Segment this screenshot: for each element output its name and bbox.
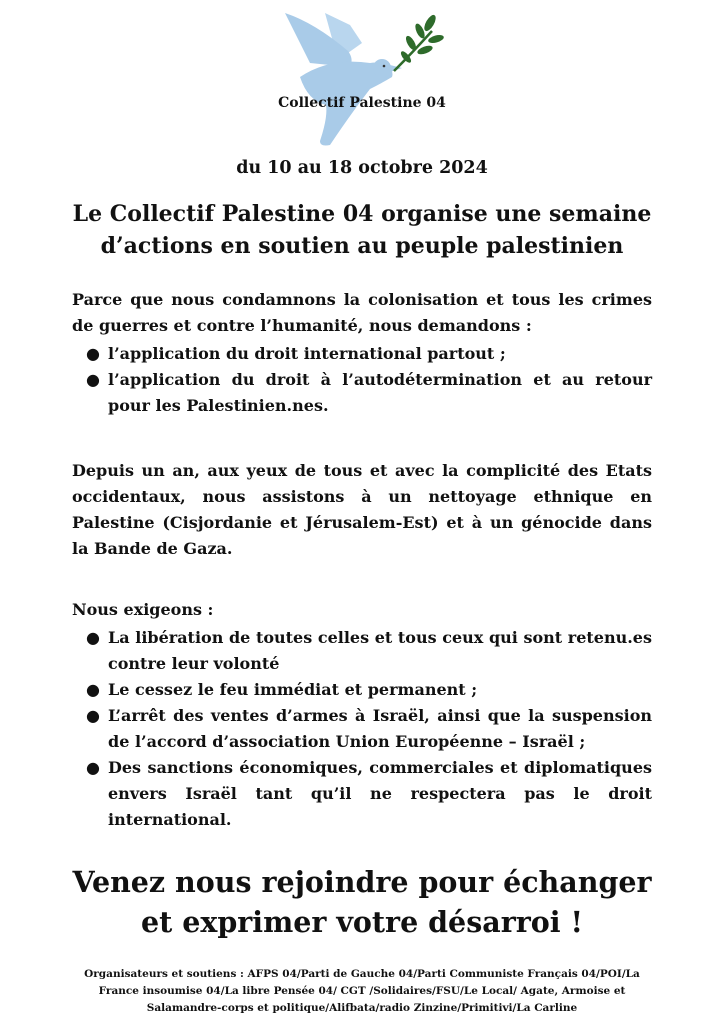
bullet-icon: ● xyxy=(86,758,100,777)
call-to-action-line-2: et exprimer votre désarroi ! xyxy=(140,905,583,939)
list-item: ● L’arrêt des ventes d’armes à Israël, ainsi que la suspension de l’accord d’association Union Européenne – Israël ; xyxy=(72,703,652,755)
call-to-action xyxy=(20,862,704,942)
intro-list xyxy=(72,341,652,419)
context-paragraph: Depuis un an, aux yeux de tous et avec la complicité des Etats occidentaux, nous assistons à un nettoyage ethnique en Palestine (Cisjordanie et Jérusalem-Est) et à un génocide dans la Bande de Gaza. xyxy=(72,461,652,558)
demands-title: Nous exigeons : xyxy=(72,600,214,619)
list-item: ● Le cessez le feu immédiat et permanent ; xyxy=(72,677,652,703)
list-item: ● Des sanctions économiques, commerciales et diplomatiques envers Israël tant qu’il ne respectera pas le droit international. xyxy=(72,755,652,833)
headline: Le Collectif Palestine 04 organise une semaine d’actions en soutien au peuple palestinien xyxy=(72,201,652,259)
organisers-footer: Organisateurs et soutiens : AFPS 04/Parti de Gauche 04/Parti Communiste Français 04/POI/La France insoumise 04/La libre Pensée 04/ CGT /Solidaires/FSU/Le Local/ Agate, Armoise et Salamandre-corps et politique/Alifbata/radio Zinzine/Primitivi/La Carline xyxy=(84,968,640,1014)
date-line: du 10 au 18 octobre 2024 xyxy=(236,158,488,178)
bullet-icon: ● xyxy=(86,344,100,363)
call-to-action-line-1: Venez nous rejoindre pour échanger xyxy=(72,865,652,899)
bullet-icon: ● xyxy=(86,628,100,647)
logo-caption: Collectif Palestine 04 xyxy=(278,95,446,111)
dove-with-olive-branch-icon xyxy=(270,5,450,150)
intro-paragraph: Parce que nous condamnons la colonisation et tous les crimes de guerres et contre l’humanité, nous demandons : xyxy=(72,290,652,335)
bullet-icon: ● xyxy=(86,706,100,725)
bullet-icon: ● xyxy=(86,680,100,699)
list-item: ● l’application du droit à l’autodétermination et au retour pour les Palestinien.nes. xyxy=(72,367,652,419)
demands-list xyxy=(72,625,652,833)
list-item: ● l’application du droit international partout ; xyxy=(72,341,652,367)
list-item: ● La libération de toutes celles et tous ceux qui sont retenu.es contre leur volonté xyxy=(72,625,652,677)
bullet-icon: ● xyxy=(86,370,100,389)
